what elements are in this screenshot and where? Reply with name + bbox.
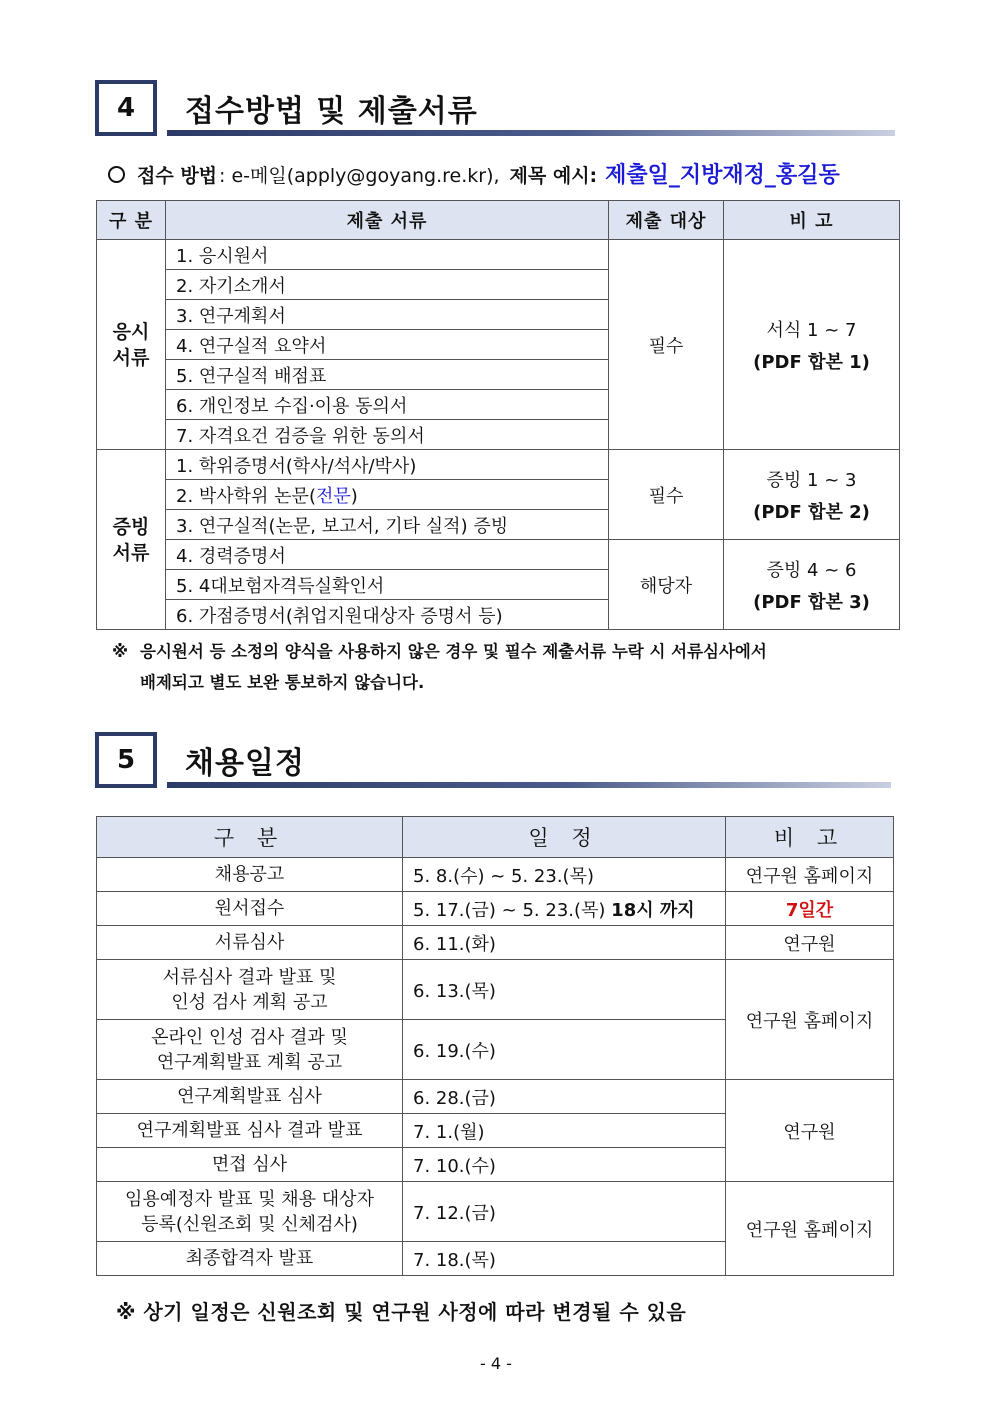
list-item: 3. 연구계획서	[166, 300, 609, 330]
remark-text: 증빙 1 ~ 3	[766, 469, 857, 491]
remark-evidence-2	[724, 540, 900, 630]
category-application: 응시 서류	[97, 240, 166, 450]
table-row	[97, 892, 894, 926]
list-item: 3. 연구실적(논문, 보고서, 기타 실적) 증빙	[166, 510, 609, 540]
remark-forms	[724, 240, 900, 450]
remark-evidence-1	[724, 450, 900, 540]
target-applicable: 해당자	[609, 540, 724, 630]
documents-table	[96, 200, 900, 630]
note-mark: ※	[112, 642, 129, 661]
date-deadline: 18시 까지	[611, 899, 695, 921]
row-date: 6. 13.(목)	[403, 960, 726, 1020]
table-row	[97, 540, 900, 570]
section-4-number: 4	[95, 80, 157, 136]
row-remark: 연구원	[726, 926, 894, 960]
item-text: 2. 박사학위 논문(	[176, 485, 316, 507]
row-label: 서류심사	[97, 926, 403, 960]
table-row	[97, 858, 894, 892]
row-label: 면접 심사	[97, 1148, 403, 1182]
note-line-1: 응시원서 등 소정의 양식을 사용하지 않은 경우 및 필수 제출서류 누락 시 서류심사에서	[140, 642, 767, 661]
submission-note	[112, 636, 902, 698]
list-item: 2. 자기소개서	[166, 270, 609, 300]
category-evidence: 증빙 서류	[97, 450, 166, 630]
remark-pdf: (PDF 합본 3)	[753, 591, 870, 613]
row-date: 7. 1.(월)	[403, 1114, 726, 1148]
table-row	[97, 1182, 894, 1242]
row-date: 6. 28.(금)	[403, 1080, 726, 1114]
table-header-row	[97, 817, 894, 858]
row-date	[403, 892, 726, 926]
row-label: 원서접수	[97, 892, 403, 926]
row-date: 7. 18.(목)	[403, 1242, 726, 1276]
header-target: 제출 대상	[609, 201, 724, 240]
header-documents: 제출 서류	[166, 201, 609, 240]
list-item: 6. 가점증명서(취업지원대상자 증명서 등)	[166, 600, 609, 630]
list-item: 4. 연구실적 요약서	[166, 330, 609, 360]
bullet-circle-icon	[108, 166, 125, 183]
table-row	[97, 450, 900, 480]
section-5-underline	[167, 782, 891, 788]
receipt-method	[108, 158, 840, 189]
row-label: 온라인 인성 검사 결과 및 연구계획발표 계획 공고	[97, 1020, 403, 1080]
target-required-2: 필수	[609, 450, 724, 540]
merged-remark-homepage-1: 연구원 홈페이지	[726, 960, 894, 1080]
section-5-title: 채용일정	[185, 746, 305, 781]
header-schedule: 일 정	[403, 817, 726, 858]
schedule-note: ※ 상기 일정은 신원조회 및 연구원 사정에 따라 변경될 수 있음	[116, 1300, 687, 1324]
table-row	[97, 926, 894, 960]
list-item: 1. 학위증명서(학사/석사/박사)	[166, 450, 609, 480]
row-date: 6. 11.(화)	[403, 926, 726, 960]
list-item: 5. 4대보험자격득실확인서	[166, 570, 609, 600]
row-label: 서류심사 결과 발표 및 인성 검사 계획 공고	[97, 960, 403, 1020]
example-value: 제출일_지방재정_홍길동	[605, 163, 840, 188]
row-date: 5. 8.(수) ~ 5. 23.(목)	[403, 858, 726, 892]
row-date: 6. 19.(수)	[403, 1020, 726, 1080]
note-line-2: 배제되고 별도 보완 통보하지 않습니다.	[140, 673, 425, 692]
row-label: 임용예정자 발표 및 채용 대상자 등록(신원조회 및 신체검사)	[97, 1182, 403, 1242]
list-item	[166, 480, 609, 510]
header-category: 구 분	[97, 817, 403, 858]
section-4-underline	[167, 130, 895, 136]
row-remark-highlight: 7일간	[726, 892, 894, 926]
remark-text: 증빙 4 ~ 6	[766, 559, 857, 581]
row-date: 7. 10.(수)	[403, 1148, 726, 1182]
remark-pdf: (PDF 합본 1)	[753, 351, 870, 373]
list-item: 4. 경력증명서	[166, 540, 609, 570]
list-item: 1. 응시원서	[166, 240, 609, 270]
row-label: 최종합격자 발표	[97, 1242, 403, 1276]
table-header-row	[97, 201, 900, 240]
row-remark: 연구원 홈페이지	[726, 858, 894, 892]
row-label: 채용공고	[97, 858, 403, 892]
row-label: 연구계획발표 심사 결과 발표	[97, 1114, 403, 1148]
example-label: 제목 예시:	[509, 165, 598, 187]
merged-remark-institute: 연구원	[726, 1080, 894, 1182]
page-number: - 4 -	[480, 1354, 512, 1373]
schedule-table	[96, 816, 894, 1276]
list-item: 5. 연구실적 배점표	[166, 360, 609, 390]
header-remark: 비 고	[724, 201, 900, 240]
item-highlight: 전문	[315, 485, 351, 507]
row-label: 연구계획발표 심사	[97, 1080, 403, 1114]
row-date: 7. 12.(금)	[403, 1182, 726, 1242]
receipt-label: 접수 방법	[137, 165, 218, 187]
section-5-number: 5	[95, 732, 157, 788]
remark-pdf: (PDF 합본 2)	[753, 501, 870, 523]
merged-remark-homepage-2: 연구원 홈페이지	[726, 1182, 894, 1276]
header-category: 구 분	[97, 201, 166, 240]
list-item: 7. 자격요건 검증을 위한 동의서	[166, 420, 609, 450]
item-text: )	[350, 485, 358, 507]
table-row	[97, 1080, 894, 1114]
header-remark: 비 고	[726, 817, 894, 858]
receipt-value: : e-메일(apply@goyang.re.kr),	[219, 165, 500, 187]
target-required: 필수	[609, 240, 724, 450]
remark-text: 서식 1 ~ 7	[766, 319, 857, 341]
list-item: 6. 개인정보 수집·이용 동의서	[166, 390, 609, 420]
section-4-title: 접수방법 및 제출서류	[185, 94, 478, 129]
table-row	[97, 960, 894, 1020]
table-row	[97, 240, 900, 270]
date-range: 5. 17.(금) ~ 5. 23.(목)	[413, 899, 606, 921]
